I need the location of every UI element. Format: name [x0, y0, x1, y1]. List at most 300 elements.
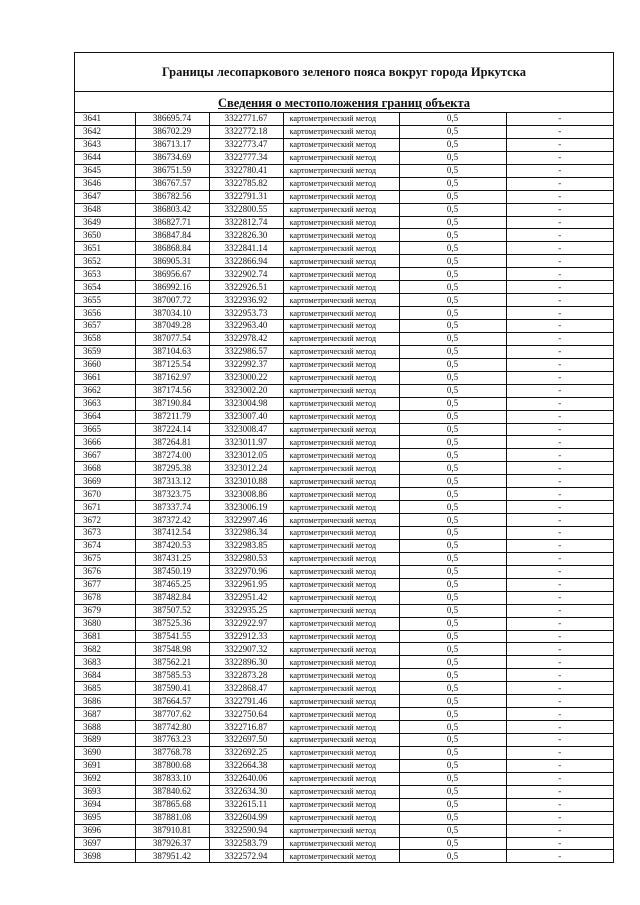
- y-coordinate-cell: 3323008.86: [209, 488, 283, 501]
- x-coordinate-cell: 387211.79: [135, 410, 209, 423]
- accuracy-cell: 0,5: [399, 837, 506, 850]
- table-row: [75, 669, 613, 682]
- note-cell: -: [506, 294, 613, 307]
- y-coordinate-cell: 3323000.22: [209, 371, 283, 384]
- accuracy-cell: 0,5: [399, 746, 506, 759]
- coordinates-table: [75, 113, 613, 862]
- method-cell: картометрический метод: [283, 850, 399, 862]
- note-cell: -: [506, 436, 613, 449]
- section-subtitle: Сведения о местоположения границ объекта: [217, 96, 471, 110]
- method-cell: картометрический метод: [283, 617, 399, 630]
- table-row: [75, 785, 613, 798]
- note-cell: -: [506, 604, 613, 617]
- point-number-cell: 3668: [75, 462, 135, 475]
- point-number-cell: 3678: [75, 591, 135, 604]
- accuracy-cell: 0,5: [399, 669, 506, 682]
- point-number-cell: 3641: [75, 113, 135, 125]
- method-cell: картометрический метод: [283, 371, 399, 384]
- table-row: [75, 203, 613, 216]
- point-number-cell: 3681: [75, 630, 135, 643]
- table-row: [75, 552, 613, 565]
- y-coordinate-cell: 3322791.31: [209, 190, 283, 203]
- accuracy-cell: 0,5: [399, 345, 506, 358]
- y-coordinate-cell: 3322773.47: [209, 138, 283, 151]
- accuracy-cell: 0,5: [399, 164, 506, 177]
- note-cell: -: [506, 281, 613, 294]
- accuracy-cell: 0,5: [399, 320, 506, 333]
- note-cell: -: [506, 462, 613, 475]
- point-number-cell: 3689: [75, 734, 135, 747]
- point-number-cell: 3680: [75, 617, 135, 630]
- x-coordinate-cell: 387313.12: [135, 475, 209, 488]
- y-coordinate-cell: 3322664.38: [209, 759, 283, 772]
- method-cell: картометрический метод: [283, 669, 399, 682]
- x-coordinate-cell: 387548.98: [135, 643, 209, 656]
- table-row: [75, 151, 613, 164]
- accuracy-cell: 0,5: [399, 384, 506, 397]
- point-number-cell: 3649: [75, 216, 135, 229]
- accuracy-cell: 0,5: [399, 177, 506, 190]
- method-cell: картометрический метод: [283, 734, 399, 747]
- y-coordinate-cell: 3322692.25: [209, 746, 283, 759]
- y-coordinate-cell: 3322912.33: [209, 630, 283, 643]
- method-cell: картометрический метод: [283, 449, 399, 462]
- accuracy-cell: 0,5: [399, 527, 506, 540]
- method-cell: картометрический метод: [283, 824, 399, 837]
- table-row: [75, 772, 613, 785]
- point-number-cell: 3672: [75, 514, 135, 527]
- y-coordinate-cell: 3322780.41: [209, 164, 283, 177]
- note-cell: -: [506, 177, 613, 190]
- table-row: [75, 281, 613, 294]
- point-number-cell: 3662: [75, 384, 135, 397]
- note-cell: -: [506, 307, 613, 320]
- accuracy-cell: 0,5: [399, 785, 506, 798]
- point-number-cell: 3674: [75, 539, 135, 552]
- note-cell: -: [506, 216, 613, 229]
- x-coordinate-cell: 387840.62: [135, 785, 209, 798]
- point-number-cell: 3694: [75, 798, 135, 811]
- point-number-cell: 3673: [75, 527, 135, 540]
- x-coordinate-cell: 387763.23: [135, 734, 209, 747]
- accuracy-cell: 0,5: [399, 630, 506, 643]
- point-number-cell: 3682: [75, 643, 135, 656]
- method-cell: картометрический метод: [283, 552, 399, 565]
- note-cell: -: [506, 811, 613, 824]
- note-cell: -: [506, 255, 613, 268]
- method-cell: картометрический метод: [283, 345, 399, 358]
- note-cell: -: [506, 268, 613, 281]
- table-row: [75, 113, 613, 125]
- table-row: [75, 371, 613, 384]
- table-row: [75, 643, 613, 656]
- point-number-cell: 3685: [75, 682, 135, 695]
- table-row: [75, 307, 613, 320]
- table-row: [75, 565, 613, 578]
- point-number-cell: 3654: [75, 281, 135, 294]
- y-coordinate-cell: 3322997.46: [209, 514, 283, 527]
- note-cell: -: [506, 759, 613, 772]
- x-coordinate-cell: 387590.41: [135, 682, 209, 695]
- method-cell: картометрический метод: [283, 785, 399, 798]
- accuracy-cell: 0,5: [399, 229, 506, 242]
- point-number-cell: 3652: [75, 255, 135, 268]
- y-coordinate-cell: 3322826.30: [209, 229, 283, 242]
- note-cell: -: [506, 449, 613, 462]
- x-coordinate-cell: 387431.25: [135, 552, 209, 565]
- point-number-cell: 3679: [75, 604, 135, 617]
- note-cell: -: [506, 151, 613, 164]
- point-number-cell: 3659: [75, 345, 135, 358]
- point-number-cell: 3655: [75, 294, 135, 307]
- method-cell: картометрический метод: [283, 151, 399, 164]
- note-cell: -: [506, 682, 613, 695]
- point-number-cell: 3691: [75, 759, 135, 772]
- y-coordinate-cell: 3323012.05: [209, 449, 283, 462]
- method-cell: картометрический метод: [283, 384, 399, 397]
- y-coordinate-cell: 3322926.51: [209, 281, 283, 294]
- table-row: [75, 423, 613, 436]
- y-coordinate-cell: 3322978.42: [209, 332, 283, 345]
- note-cell: -: [506, 397, 613, 410]
- table-row: [75, 294, 613, 307]
- table-row: [75, 591, 613, 604]
- method-cell: картометрический метод: [283, 462, 399, 475]
- y-coordinate-cell: 3323010.88: [209, 475, 283, 488]
- x-coordinate-cell: 387465.25: [135, 578, 209, 591]
- document-frame: [74, 52, 614, 863]
- accuracy-cell: 0,5: [399, 759, 506, 772]
- note-cell: -: [558, 850, 562, 861]
- y-coordinate-cell: 3323006.19: [209, 501, 283, 514]
- table-row: [75, 436, 613, 449]
- note-cell: -: [506, 798, 613, 811]
- table-row: [75, 488, 613, 501]
- accuracy-cell: 0,5: [399, 798, 506, 811]
- table-row: [75, 397, 613, 410]
- method-cell: картометрический метод: [283, 332, 399, 345]
- note-cell: -: [506, 837, 613, 850]
- y-coordinate-cell: 3322604.99: [209, 811, 283, 824]
- note-cell: -: [506, 565, 613, 578]
- method-cell: картометрический метод: [283, 190, 399, 203]
- method-cell: картометрический метод: [283, 772, 399, 785]
- table-row: [75, 604, 613, 617]
- y-coordinate-cell: 3322785.82: [209, 177, 283, 190]
- note-cell: -: [506, 229, 613, 242]
- point-number-cell: 3683: [75, 656, 135, 669]
- table-row: [75, 138, 613, 151]
- point-number-cell: 3676: [75, 565, 135, 578]
- x-coordinate-cell: 387049.28: [135, 320, 209, 333]
- y-coordinate-cell: 3322907.32: [209, 643, 283, 656]
- note-cell: -: [506, 630, 613, 643]
- accuracy-cell: 0,5: [399, 539, 506, 552]
- accuracy-cell: 0,5: [399, 216, 506, 229]
- note-cell: -: [506, 527, 613, 540]
- y-coordinate-cell: 3323012.24: [209, 462, 283, 475]
- method-cell: картометрический метод: [283, 423, 399, 436]
- method-cell: картометрический метод: [283, 527, 399, 540]
- table-row: [75, 384, 613, 397]
- point-number-cell: 3648: [75, 203, 135, 216]
- y-coordinate-cell: 3322800.55: [209, 203, 283, 216]
- table-row: [75, 242, 613, 255]
- y-coordinate-cell: 3323008.47: [209, 423, 283, 436]
- point-number-cell: 3660: [75, 358, 135, 371]
- x-coordinate-cell: 386782.56: [135, 190, 209, 203]
- method-cell: картометрический метод: [283, 436, 399, 449]
- table-row: [75, 708, 613, 721]
- point-number-cell: 3650: [75, 229, 135, 242]
- table-row: [75, 345, 613, 358]
- table-row: [75, 721, 613, 734]
- accuracy-cell: 0,5: [399, 268, 506, 281]
- point-number-cell: 3677: [75, 578, 135, 591]
- x-coordinate-cell: 387224.14: [135, 423, 209, 436]
- y-coordinate-cell: 3322970.96: [209, 565, 283, 578]
- x-coordinate-cell: 387274.00: [135, 449, 209, 462]
- point-number-cell: 3647: [75, 190, 135, 203]
- method-cell: картометрический метод: [283, 216, 399, 229]
- method-cell: картометрический метод: [283, 281, 399, 294]
- y-coordinate-cell: 3322615.11: [209, 798, 283, 811]
- accuracy-cell: 0,5: [399, 203, 506, 216]
- accuracy-cell: 0,5: [399, 501, 506, 514]
- accuracy-cell: 0,5: [399, 591, 506, 604]
- table-row: [75, 617, 613, 630]
- coordinates-table-body: [75, 113, 613, 862]
- x-coordinate-cell: 386868.84: [135, 242, 209, 255]
- method-cell: картометрический метод: [283, 138, 399, 151]
- y-coordinate-cell: 3322841.14: [209, 242, 283, 255]
- point-number-cell: 3688: [75, 721, 135, 734]
- table-row: [75, 462, 613, 475]
- note-cell: -: [506, 656, 613, 669]
- y-coordinate-cell: 3322963.40: [209, 320, 283, 333]
- x-coordinate-cell: 387865.68: [135, 798, 209, 811]
- y-coordinate-cell: 3322896.30: [209, 656, 283, 669]
- point-number-cell: 3663: [75, 397, 135, 410]
- x-coordinate-cell: 386803.42: [135, 203, 209, 216]
- note-cell: -: [506, 164, 613, 177]
- y-coordinate-cell: 3322583.79: [209, 837, 283, 850]
- x-coordinate-cell: 387742.80: [135, 721, 209, 734]
- point-number-cell: 3656: [75, 307, 135, 320]
- table-row: [75, 410, 613, 423]
- note-cell: -: [506, 113, 613, 125]
- note-cell: -: [506, 669, 613, 682]
- point-number-cell: 3653: [75, 268, 135, 281]
- point-number-cell: 3696: [75, 824, 135, 837]
- x-coordinate-cell: 387926.37: [135, 837, 209, 850]
- x-coordinate-cell: 387412.54: [135, 527, 209, 540]
- x-coordinate-cell: 387125.54: [135, 358, 209, 371]
- method-cell: картометрический метод: [283, 203, 399, 216]
- point-number-cell: 3665: [75, 423, 135, 436]
- x-coordinate-cell: 387174.56: [135, 384, 209, 397]
- y-coordinate-cell: 3322812.74: [209, 216, 283, 229]
- table-row: [75, 255, 613, 268]
- accuracy-cell: 0,5: [399, 721, 506, 734]
- note-cell: -: [506, 138, 613, 151]
- method-cell: картометрический метод: [283, 268, 399, 281]
- method-cell: картометрический метод: [283, 695, 399, 708]
- x-coordinate-cell: 387450.19: [135, 565, 209, 578]
- point-number-cell: 3698: [75, 850, 135, 862]
- note-cell: -: [506, 345, 613, 358]
- point-number-cell: 3669: [75, 475, 135, 488]
- method-cell: картометрический метод: [283, 539, 399, 552]
- accuracy-cell: 0,5: [399, 410, 506, 423]
- y-coordinate-cell: 3322980.53: [209, 552, 283, 565]
- method-cell: картометрический метод: [283, 514, 399, 527]
- point-number-cell: 3658: [75, 332, 135, 345]
- note-cell: -: [506, 190, 613, 203]
- x-coordinate-cell: 387525.36: [135, 617, 209, 630]
- y-coordinate-cell: 3323011.97: [209, 436, 283, 449]
- table-row: [75, 682, 613, 695]
- x-coordinate-cell: 387264.81: [135, 436, 209, 449]
- note-cell: -: [506, 695, 613, 708]
- x-coordinate-cell: 387162.97: [135, 371, 209, 384]
- point-number-cell: 3671: [75, 501, 135, 514]
- subtitle-box: [75, 92, 613, 113]
- table-row: [75, 332, 613, 345]
- point-number-cell: 3667: [75, 449, 135, 462]
- note-cell: -: [506, 617, 613, 630]
- table-row: [75, 695, 613, 708]
- accuracy-cell: 0,5: [399, 695, 506, 708]
- accuracy-cell: 0,5: [399, 358, 506, 371]
- method-cell: картометрический метод: [283, 501, 399, 514]
- accuracy-cell: 0,5: [399, 488, 506, 501]
- y-coordinate-cell: 3322572.94: [209, 850, 283, 862]
- table-row: [75, 630, 613, 643]
- y-coordinate-cell: 3322791.46: [209, 695, 283, 708]
- method-cell: картометрический метод: [283, 307, 399, 320]
- method-cell: картометрический метод: [283, 113, 399, 125]
- method-cell: картометрический метод: [283, 798, 399, 811]
- accuracy-cell: 0,5: [399, 552, 506, 565]
- note-cell: -: [506, 358, 613, 371]
- x-coordinate-cell: 387337.74: [135, 501, 209, 514]
- table-row: [75, 527, 613, 540]
- y-coordinate-cell: 3322868.47: [209, 682, 283, 695]
- title-box: [75, 53, 613, 92]
- accuracy-cell: 0,5: [399, 307, 506, 320]
- table-row: [75, 125, 613, 138]
- table-row: [75, 734, 613, 747]
- note-cell: -: [506, 578, 613, 591]
- method-cell: картометрический метод: [283, 746, 399, 759]
- point-number-cell: 3684: [75, 669, 135, 682]
- accuracy-cell: 0,5: [399, 643, 506, 656]
- point-number-cell: 3686: [75, 695, 135, 708]
- point-number-cell: 3670: [75, 488, 135, 501]
- x-coordinate-cell: 387372.42: [135, 514, 209, 527]
- table-row: [75, 164, 613, 177]
- method-cell: картометрический метод: [283, 320, 399, 333]
- accuracy-cell: 0,5: [399, 281, 506, 294]
- x-coordinate-cell: 387664.57: [135, 695, 209, 708]
- y-coordinate-cell: 3322961.95: [209, 578, 283, 591]
- x-coordinate-cell: 387707.62: [135, 708, 209, 721]
- x-coordinate-cell: 387420.53: [135, 539, 209, 552]
- y-coordinate-cell: 3323007.40: [209, 410, 283, 423]
- y-coordinate-cell: 3322992.37: [209, 358, 283, 371]
- x-coordinate-cell: 387800.68: [135, 759, 209, 772]
- y-coordinate-cell: 3323004.98: [209, 397, 283, 410]
- x-coordinate-cell: 387295.38: [135, 462, 209, 475]
- method-cell: картометрический метод: [283, 242, 399, 255]
- method-cell: картометрический метод: [283, 177, 399, 190]
- accuracy-cell: 0,5: [399, 242, 506, 255]
- method-cell: картометрический метод: [283, 759, 399, 772]
- accuracy-cell: 0,5: [399, 423, 506, 436]
- point-number-cell: 3661: [75, 371, 135, 384]
- accuracy-cell: 0,5: [399, 190, 506, 203]
- point-number-cell: 3697: [75, 837, 135, 850]
- accuracy-cell: 0,5: [399, 113, 506, 125]
- accuracy-cell: 0,5: [399, 449, 506, 462]
- x-coordinate-cell: 386905.31: [135, 255, 209, 268]
- x-coordinate-cell: 387507.52: [135, 604, 209, 617]
- note-cell: -: [506, 423, 613, 436]
- note-cell: -: [506, 772, 613, 785]
- x-coordinate-cell: 387585.53: [135, 669, 209, 682]
- x-coordinate-cell: 387768.78: [135, 746, 209, 759]
- y-coordinate-cell: 3322777.34: [209, 151, 283, 164]
- method-cell: картометрический метод: [283, 229, 399, 242]
- table-row: [75, 746, 613, 759]
- note-cell: -: [506, 734, 613, 747]
- y-coordinate-cell: 3322750.64: [209, 708, 283, 721]
- y-coordinate-cell: 3322634.30: [209, 785, 283, 798]
- accuracy-cell: 0,5: [399, 656, 506, 669]
- method-cell: картометрический метод: [283, 837, 399, 850]
- note-cell: -: [506, 708, 613, 721]
- method-cell: картометрический метод: [283, 358, 399, 371]
- table-row: [75, 501, 613, 514]
- method-cell: картометрический метод: [283, 630, 399, 643]
- table-row: [75, 475, 613, 488]
- accuracy-cell: 0,5: [399, 850, 506, 862]
- x-coordinate-cell: 387190.84: [135, 397, 209, 410]
- y-coordinate-cell: 3322866.94: [209, 255, 283, 268]
- method-cell: картометрический метод: [283, 255, 399, 268]
- accuracy-cell: 0,5: [399, 255, 506, 268]
- method-cell: картометрический метод: [283, 721, 399, 734]
- accuracy-cell: 0,5: [399, 811, 506, 824]
- y-coordinate-cell: 3322935.25: [209, 604, 283, 617]
- accuracy-cell: 0,5: [399, 514, 506, 527]
- method-cell: картометрический метод: [283, 604, 399, 617]
- point-number-cell: 3657: [75, 320, 135, 333]
- x-coordinate-cell: 386767.57: [135, 177, 209, 190]
- x-coordinate-cell: 386827.71: [135, 216, 209, 229]
- accuracy-cell: 0,5: [399, 138, 506, 151]
- x-coordinate-cell: 387323.75: [135, 488, 209, 501]
- table-row: [75, 824, 613, 837]
- y-coordinate-cell: 3322640.06: [209, 772, 283, 785]
- y-coordinate-cell: 3322697.50: [209, 734, 283, 747]
- note-cell: -: [506, 785, 613, 798]
- x-coordinate-cell: 387007.72: [135, 294, 209, 307]
- note-cell: -: [506, 746, 613, 759]
- note-cell: -: [506, 514, 613, 527]
- note-cell: -: [506, 371, 613, 384]
